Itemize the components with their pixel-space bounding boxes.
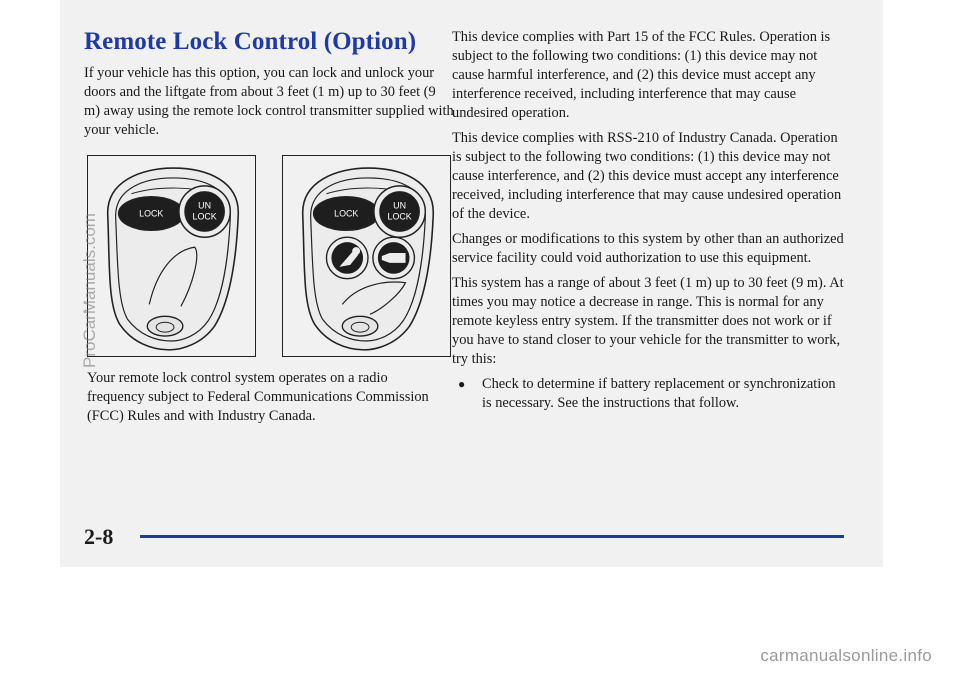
bullet-item: [452, 375, 848, 413]
modifications-paragraph: Changes or modifications to this system by other than an authorized service facility could void authorization to use this equipment.: [452, 231, 844, 266]
figure-caption: Your remote lock control system operates on a radio frequency subject to Federal Communications Commission (FCC) Rules and with Industry Canada.: [87, 370, 429, 424]
right-column: [452, 28, 848, 413]
bottom-watermark: carmanualsonline.info: [760, 646, 932, 665]
left-column: [84, 28, 454, 140]
page-number: 2-8: [84, 524, 114, 549]
key-ring-slot: [147, 316, 183, 336]
unlock-button-label-line1: UN: [393, 200, 407, 211]
intro-paragraph: If your vehicle has this option, you can lock and unlock your doors and the liftgate from about 3 feet (1 m) up to 30 feet (9 m) away using the remote lock control transmitter supplied with your vehicle.: [84, 65, 454, 138]
key-fob-illustration-1: [88, 156, 255, 356]
bullet-icon: ●: [458, 377, 466, 391]
key-fob-illustration-2: [283, 156, 450, 356]
unlock-button-label-line1: UN: [198, 200, 212, 211]
lock-button-label: LOCK: [334, 208, 359, 219]
side-watermark: ProCarManuals.com: [80, 213, 99, 368]
bullet-item-text: Check to determine if battery replacement or synchronization is necessary. See the instructions that follow.: [482, 376, 836, 411]
range-paragraph: This system has a range of about 3 feet (1 m) up to 30 feet (9 m). At times you may notice a decrease in range. This is normal for any remote keyless entry system. If the transmitter does not work or if you have to stand closer to your vehicle for the transmitter to work, try this:: [452, 275, 844, 367]
footer-rule: [140, 535, 844, 538]
unlock-button-label-line2: LOCK: [192, 211, 217, 222]
key-ring-slot: [342, 316, 378, 336]
section-title: Remote Lock Control (Option): [84, 28, 417, 55]
transmitter-figure-four-button: [282, 155, 451, 357]
lock-button-label: LOCK: [139, 208, 164, 219]
industry-canada-paragraph: This device complies with RSS-210 of Industry Canada. Operation is subject to the following two conditions: (1) this device may not cause interference, and (2) this device must accept any interference received, including interference that may cause undesired operation of the device.: [452, 130, 842, 222]
fcc-compliance-paragraph: This device complies with Part 15 of the FCC Rules. Operation is subject to the following two conditions: (1) this device may not cause harmful interference, and (2) this device must accept any interference received, including interference that may cause undesired operation.: [452, 29, 831, 121]
transmitter-figure-two-button: [87, 155, 256, 357]
unlock-button-label-line2: LOCK: [387, 211, 412, 222]
